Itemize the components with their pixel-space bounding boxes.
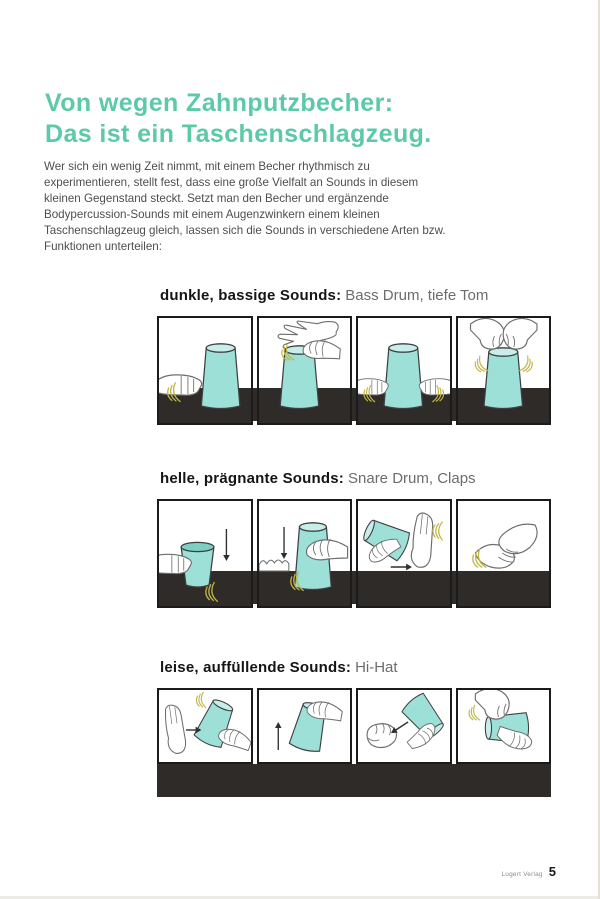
illustration-panel: [257, 688, 353, 764]
hand-taps-cup-bottom-icon: [259, 318, 351, 423]
cup-lift-up-icon: [259, 690, 351, 762]
section-heading: [160, 659, 598, 676]
two-hands-slap-table-icon: [358, 318, 450, 423]
page-number: 5: [548, 864, 556, 879]
section-bass-sounds: [157, 287, 598, 425]
page-title-line-2: Das ist ein Taschenschlagzeug.: [45, 120, 432, 148]
cup-strikes-fingers-icon: [159, 690, 251, 762]
intro-paragraph: Wer sich ein wenig Zeit nimmt, mit einem Becher rhythmisch zu experimentieren, stellt fest, dass eine große Vielfalt an Sounds in diesem kleinen Gegenstand steckt. Setzt man den Becher und ergänzende Bodypercussion-Sounds mit einem Augenzwinkern einem kleinen Taschenschlagzeug gleich, lassen sich die Sounds in verschiedene Arten bzw. Funktionen unterteilen:: [44, 160, 446, 253]
panel-row: [157, 316, 551, 425]
illustration-panel: [157, 499, 253, 608]
cup-rim-strikes-table-icon: [259, 501, 351, 606]
cup-swings-to-fist-icon: [358, 690, 450, 762]
section-label: helle, prägnante Sounds:: [160, 470, 344, 487]
cup-strikes-table-upright-icon: [159, 501, 251, 606]
page-footer: [501, 864, 556, 879]
illustration-strip-bass: [157, 316, 551, 425]
illustration-panel: [157, 316, 253, 425]
section-examples: Snare Drum, Claps: [348, 470, 476, 487]
section-examples: Hi-Hat: [355, 659, 398, 676]
cup-strikes-palm-icon: [358, 501, 450, 606]
page-title-line-1: Von wegen Zahnputzbecher:: [45, 89, 394, 117]
illustration-panel: [356, 688, 452, 764]
table-band: [157, 764, 551, 797]
section-examples: Bass Drum, tiefe Tom: [345, 287, 489, 304]
section-label: dunkle, bassige Sounds:: [160, 287, 342, 304]
illustration-panel: [257, 499, 353, 608]
hand-slaps-table-icon: [159, 318, 251, 423]
section-label: leise, auffüllende Sounds:: [160, 659, 352, 676]
publisher-name: Lugert Verlag: [501, 871, 543, 878]
illustration-panel: [456, 688, 552, 764]
illustration-strip-snare: [157, 499, 551, 608]
fingers-tap-held-cup-icon: [458, 690, 550, 762]
panel-row: [157, 688, 551, 764]
section-heading: [160, 287, 598, 304]
section-hihat-sounds: [157, 659, 598, 797]
illustration-panel: [356, 316, 452, 425]
section-heading: [160, 470, 598, 487]
section-snare-sounds: [157, 470, 598, 608]
illustration-panel: [257, 316, 353, 425]
illustration-panel: [456, 499, 552, 608]
illustration-panel: [157, 688, 253, 764]
page-title: [45, 88, 598, 150]
illustration-panel: [356, 499, 452, 608]
fingers-tap-cup-bottom-icon: [458, 318, 550, 423]
illustration-strip-hihat: [157, 688, 551, 797]
panel-row: [157, 499, 551, 608]
illustration-panel: [456, 316, 552, 425]
hands-clap-icon: [458, 501, 550, 606]
